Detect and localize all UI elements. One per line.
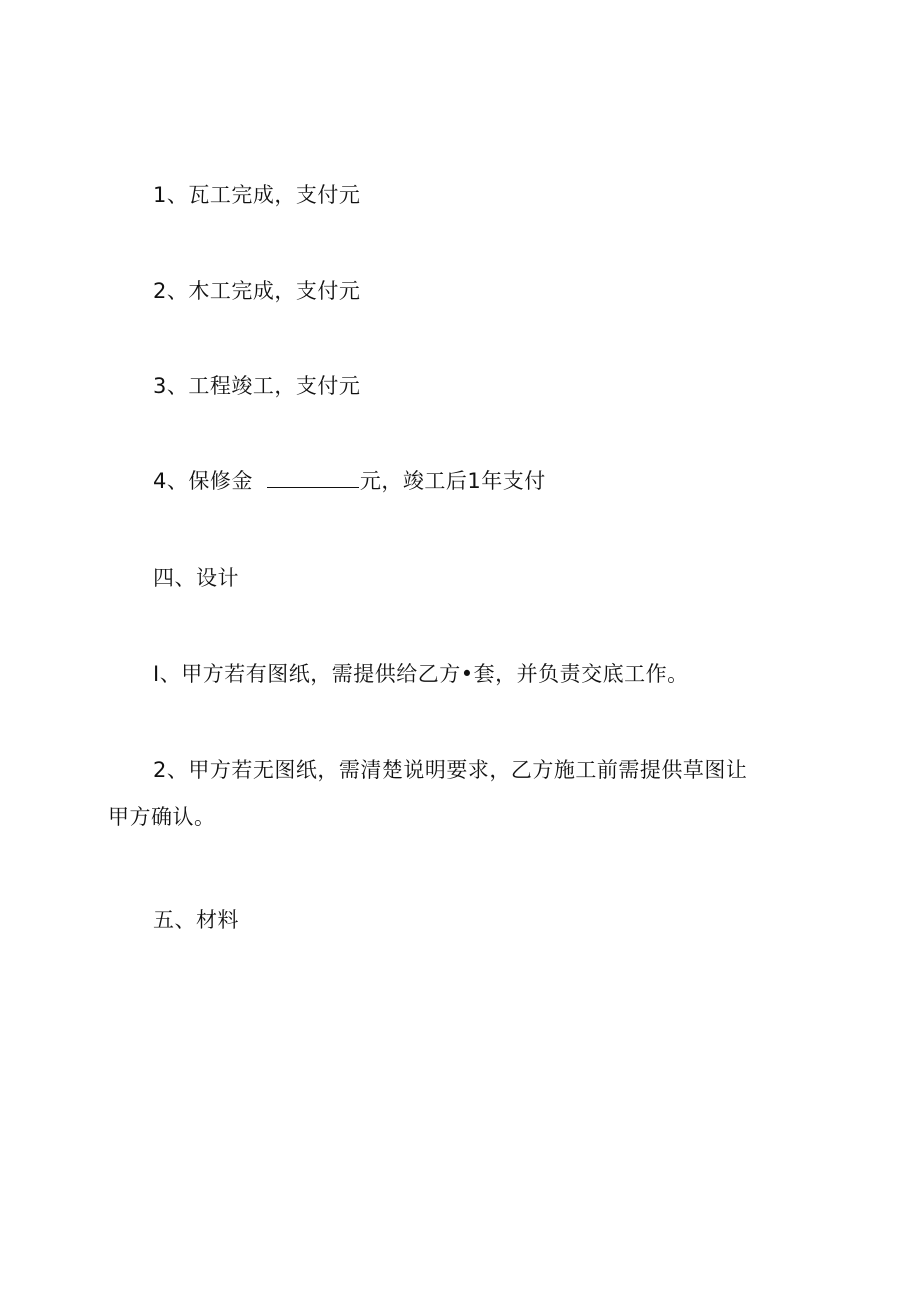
section-heading-materials: 五、材料 xyxy=(153,908,239,932)
design-item-without-drawings-line2: 甲方确认。 xyxy=(108,805,216,829)
payment-item-completion: 3、工程竣工，支付元 xyxy=(153,374,361,398)
warranty-prefix: 4、保修金 xyxy=(153,469,253,493)
warranty-suffix: 元，竣工后1年支付 xyxy=(359,469,546,493)
payment-item-tile-work: 1、瓦工完成，支付元 xyxy=(153,183,361,207)
section-heading-design: 四、设计 xyxy=(153,566,239,590)
payment-item-carpentry: 2、木工完成，支付元 xyxy=(153,279,361,303)
amount-blank xyxy=(267,467,359,488)
design-item-with-drawings: I、甲方若有图纸，需提供给乙方•套，并负责交底工作。 xyxy=(153,662,689,686)
design-item-without-drawings-line1: 2、甲方若无图纸，需清楚说明要求，乙方施工前需提供草图让 xyxy=(153,758,748,782)
payment-item-warranty xyxy=(153,466,546,496)
